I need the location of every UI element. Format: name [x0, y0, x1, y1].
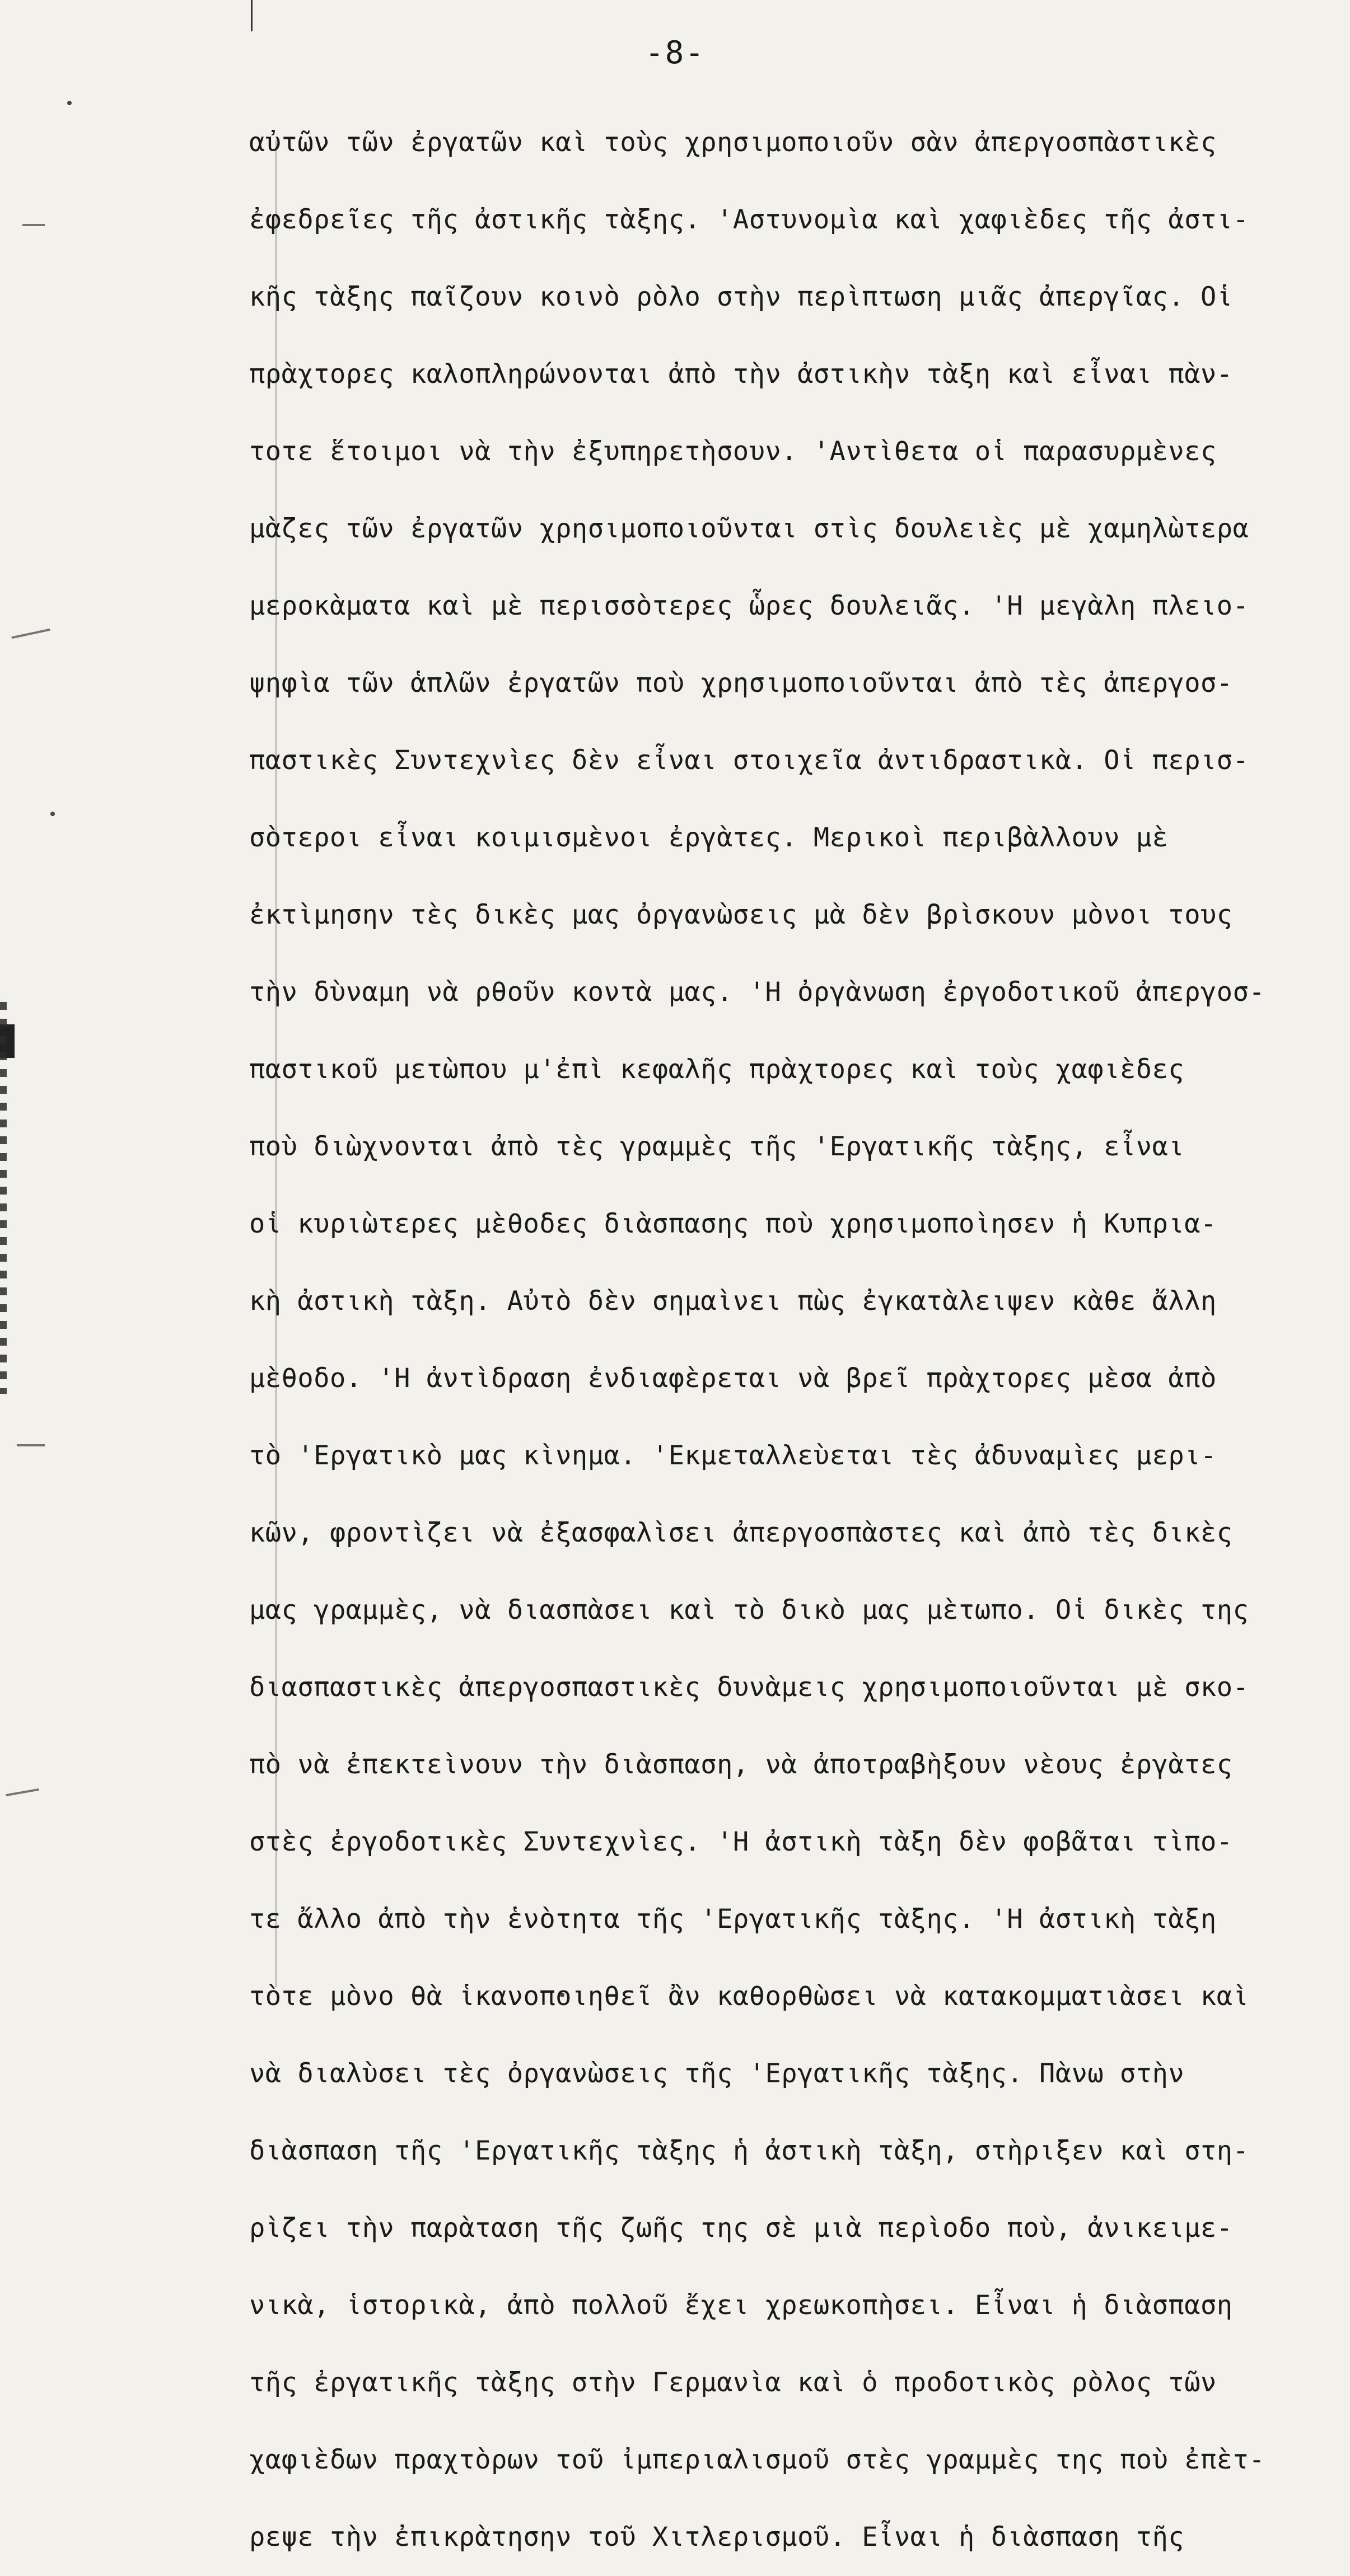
- text-line: πὸ νὰ ἐπεκτεὶνουν τὴν διὰσπαση, νὰ ἀποτραβὴξουν νὲους ἐργὰτες: [249, 1749, 1233, 1780]
- text-line: ποὺ διὼχνονται ἀπὸ τὲς γραμμὲς τῆς 'Εργατικῆς τὰξης, εἶναι: [249, 1131, 1185, 1162]
- text-line: κῶν, φροντὶζει νὰ ἐξασφαλὶσει ἀπεργοσπὰστες καὶ ἀπὸ τὲς δικὲς: [249, 1518, 1233, 1548]
- text-line: παστικοῦ μετὼπου μ'ἐπὶ κεφαλῆς πρὰχτορες καὶ τοὺς χαφιὲδες: [249, 1054, 1185, 1085]
- text-line: νὰ διαλὺσει τὲς ὀργανὼσεις τῆς 'Εργατικῆς τὰξης. Πὰνω στὴν: [249, 2058, 1185, 2089]
- dust-speck: [50, 812, 55, 816]
- text-line: τὸ 'Εργατικὸ μας κὶνημα. 'Εκμεταλλεὺεται τὲς ἀδυναμὶες μερι-: [249, 1440, 1217, 1471]
- text-line: κῆς τὰξης παῖζουν κοινὸ ρὸλο στὴν περὶπτωση μιᾶς ἀπεργῖας. Οἱ: [249, 282, 1233, 312]
- text-line: τε ἄλλο ἀπὸ τὴν ἑνὸτητα τῆς 'Εργατικῆς τὰξης. 'Η ἀστικὴ τὰξη: [249, 1904, 1217, 1935]
- text-line: τῆς ἐργατικῆς τὰξης στὴν Γερμανὶα καὶ ὁ προδοτικὸς ρὸλος τῶν: [249, 2367, 1217, 2398]
- text-line: κὴ ἀστικὴ τὰξη. Αὐτὸ δὲν σημαὶνει πὼς ἐγκατὰλειψεν κὰθε ἄλλη: [249, 1286, 1217, 1317]
- dust-speck: [67, 101, 72, 105]
- text-line: ψηφὶα τῶν ἁπλῶν ἐργατῶν ποὺ χρησιμοποιοῦνται ἀπὸ τὲς ἀπεργοσ-: [249, 668, 1233, 699]
- text-line: οἱ κυριὼτερες μὲθοδες διὰσπασης ποὺ χρησιμοποὶησεν ἡ Κυπρια-: [249, 1209, 1217, 1239]
- text-line: τὸτε μὸνο θὰ ἱκανοποιηθεῖ ἂν καθορθὼσει νὰ κατακομματιὰσει καὶ: [249, 1981, 1249, 2012]
- text-line: ρεψε τὴν ἐπικρὰτησην τοῦ Χιτλερισμοῦ. Εἶναι ἡ διὰσπαση τῆς: [249, 2522, 1185, 2552]
- text-line: διὰσπαση τῆς 'Εργατικῆς τὰξης ἡ ἀστικὴ τὰξη, στὴριξεν καὶ στη-: [249, 2135, 1249, 2166]
- text-line: μεροκὰματα καὶ μὲ περισσὸτερες ὧρες δουλειᾶς. 'Η μεγὰλη πλειο-: [249, 591, 1249, 621]
- text-line: σὸτεροι εἶναι κοιμισμὲνοι ἐργὰτες. Μερικοὶ περιβὰλλουν μὲ: [249, 822, 1169, 853]
- text-line: αὐτῶν τῶν ἐργατῶν καὶ τοὺς χρησιμοποιοῦν σὰν ἀπεργοσπὰστικὲς: [249, 127, 1217, 158]
- text-line: πρὰχτορες καλοπληρώνονται ἀπὸ τὴν ἀστικὴν τὰξη καὶ εἶναι πὰν-: [249, 359, 1233, 390]
- text-line: μὰζες τῶν ἐργατῶν χρησιμοποιοῦνται στὶς δουλειὲς μὲ χαμηλὼτερα: [249, 513, 1249, 544]
- text-line: τοτε ἕτοιμοι νὰ τὴν ἐξυπηρετὴσουν. 'Αντὶθετα οἱ παρασυρμὲνες: [249, 436, 1217, 467]
- text-line: χαφιὲδων πραχτὸρων τοῦ ἰμπεριαλισμοῦ στὲς γραμμὲς της ποὺ ἐπὲτ-: [249, 2444, 1265, 2475]
- scan-artifact: [11, 629, 50, 639]
- text-line: ρὶζει τὴν παρὰταση τῆς ζωῆς της σὲ μιὰ περὶοδο ποὺ, ἀνικειμε-: [249, 2213, 1233, 2244]
- text-line: διασπαστικὲς ἀπεργοσπαστικὲς δυνὰμεις χρησιμοποιοῦνται μὲ σκο-: [249, 1672, 1249, 1703]
- text-line: παστικὲς Συντεχνὶες δὲν εἶναι στοιχεῖα ἀντιδραστικὰ. Οἱ περισ-: [249, 745, 1249, 776]
- binding-edge: [0, 1002, 7, 1394]
- top-margin-rule: [251, 0, 253, 31]
- scan-artifact: [22, 224, 45, 226]
- page-number: -8-: [644, 35, 706, 71]
- text-line: στὲς ἐργοδοτικὲς Συντεχνὶες. 'Η ἀστικὴ τὰξη δὲν φοβᾶται τὶπο-: [249, 1826, 1233, 1857]
- scan-artifact: [17, 1444, 45, 1446]
- text-line: τὴν δὺναμη νὰ ρθοῦν κοντὰ μας. 'Η ὀργὰνωση ἐργοδοτικοῦ ἀπεργοσ-: [249, 977, 1265, 1008]
- body-text: [249, 104, 1341, 2576]
- text-line: μὲθοδο. 'Η ἀντὶδραση ἐνδιαφὲρεται νὰ βρεῖ πρὰχτορες μὲσα ἀπὸ: [249, 1363, 1217, 1394]
- text-line: νικὰ, ἱστορικὰ, ἀπὸ πολλοῦ ἔχει χρεωκοπὴσει. Εἶναι ἡ διὰσπαση: [249, 2290, 1233, 2321]
- text-line: μας γραμμὲς, νὰ διασπὰσει καὶ τὸ δικὸ μας μὲτωπο. Οἱ δικὲς της: [249, 1595, 1249, 1626]
- text-line: ἐφεδρεῖες τῆς ἀστικῆς τὰξης. 'Αστυνομὶα καὶ χαφιὲδες τῆς ἀστι-: [249, 204, 1249, 235]
- text-line: ἐκτὶμησην τὲς δικὲς μας ὀργανὼσεις μὰ δὲν βρὶσκουν μὸνοι τους: [249, 900, 1233, 930]
- scan-artifact: [6, 1788, 39, 1796]
